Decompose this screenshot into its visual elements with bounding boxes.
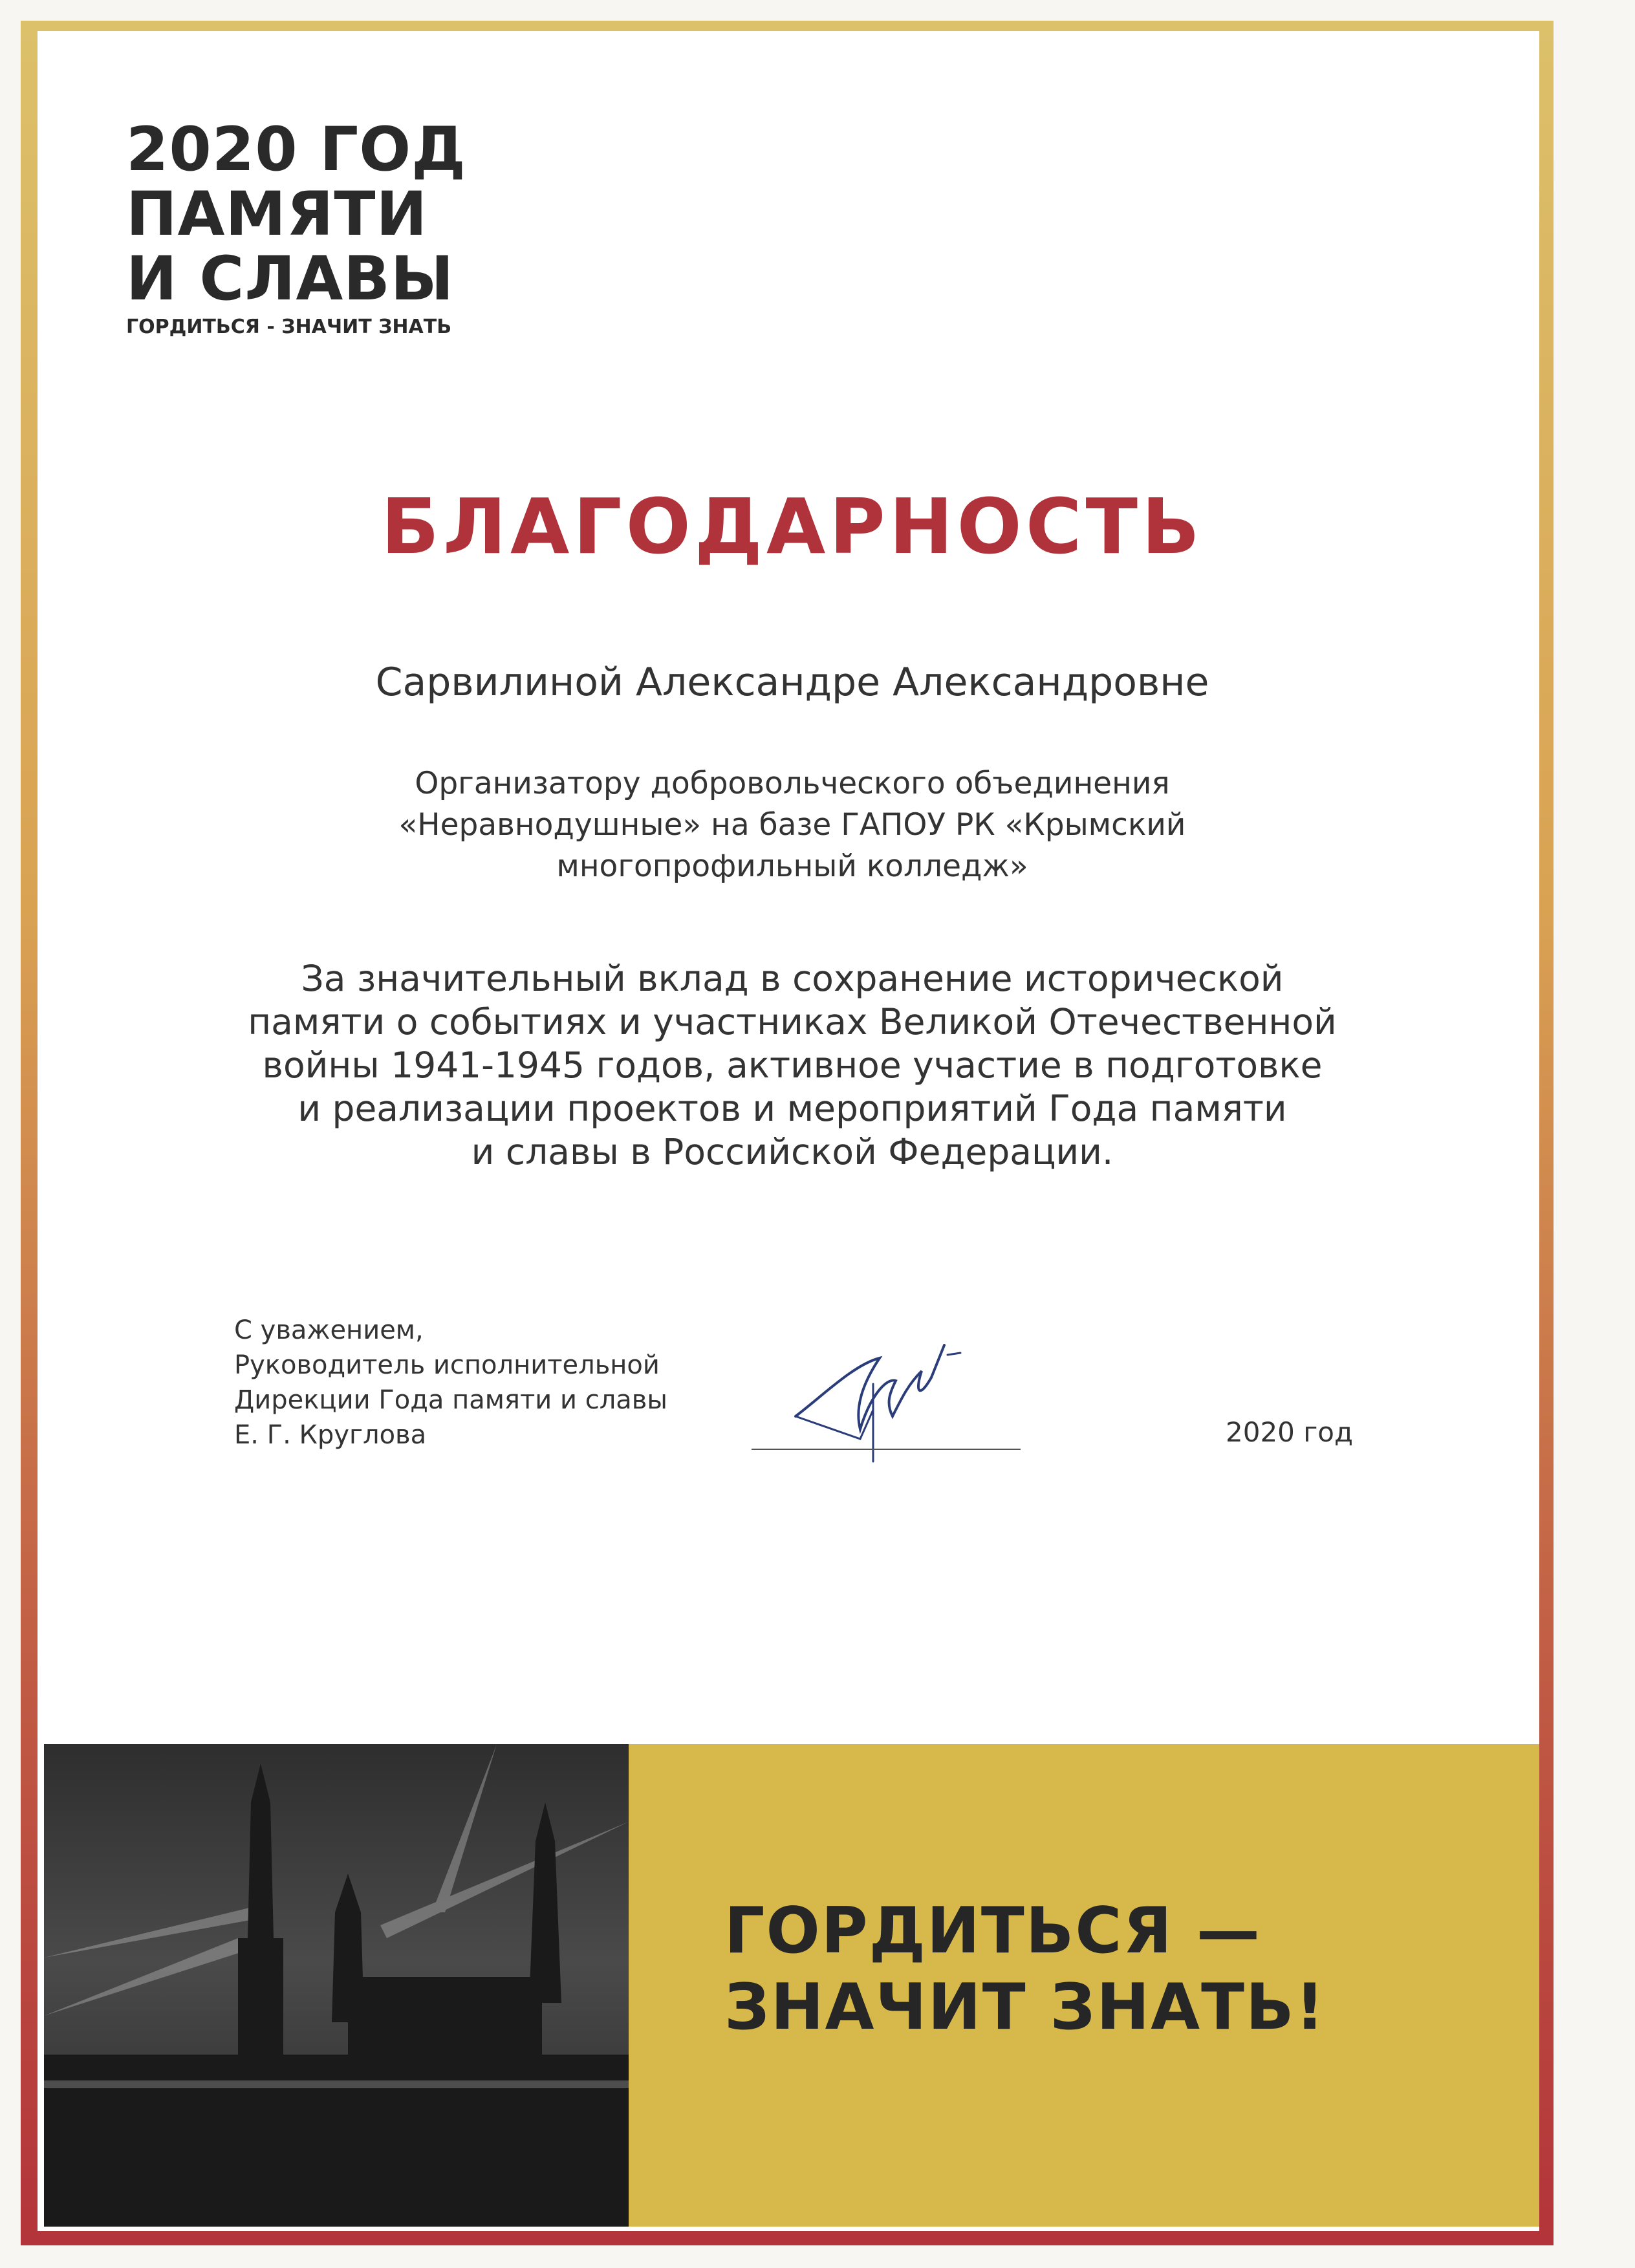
handwritten-signature xyxy=(783,1319,977,1468)
logo-tagline: ГОРДИТЬСЯ - ЗНАЧИТ ЗНАТЬ xyxy=(126,316,452,338)
logo-line-1: 2020 ГОД xyxy=(126,114,466,185)
signer-block xyxy=(234,1313,667,1453)
signer-line: Дирекции Года памяти и славы xyxy=(234,1385,667,1415)
signer-line: Руководитель исполнительной xyxy=(234,1350,660,1380)
victory-salute-photo xyxy=(44,1744,629,2227)
signer-line: С уважением, xyxy=(234,1315,424,1345)
certificate-year: 2020 год xyxy=(1226,1416,1354,1448)
reason-line: За значительный вклад в сохранение исторической xyxy=(301,958,1284,999)
reason-line: и славы в Российской Федерации. xyxy=(471,1131,1114,1172)
signature-line xyxy=(752,1449,1021,1450)
recipient-position xyxy=(0,763,1585,887)
position-line: «Неравнодушные» на базе ГАПОУ РК «Крымский xyxy=(398,807,1186,843)
certificate-title: БЛАГОДАРНОСТЬ xyxy=(381,482,1204,571)
year-of-memory-logo xyxy=(126,114,466,340)
logo-line-3: И СЛАВЫ xyxy=(126,244,455,314)
award-reason xyxy=(0,957,1585,1174)
position-line: многопрофильный колледж» xyxy=(556,848,1028,884)
slogan-line-1: ГОРДИТЬСЯ — xyxy=(724,1894,1261,1968)
reason-line: и реализации проектов и мероприятий Года памяти xyxy=(298,1088,1287,1129)
reason-line: войны 1941-1945 годов, активное участие в подготовке xyxy=(262,1044,1323,1086)
recipient-name: Сарвилиной Александре Александровне xyxy=(375,660,1209,705)
slogan-text xyxy=(724,1893,1325,2046)
signer-line: Е. Г. Круглова xyxy=(234,1420,427,1450)
position-line: Организатору добровольческого объединения xyxy=(415,766,1170,801)
logo-line-2: ПАМЯТИ xyxy=(126,179,428,250)
slogan-banner xyxy=(629,1744,1539,2227)
reason-line: памяти о событиях и участниках Великой Отечественной xyxy=(248,1001,1337,1042)
kremlin-night-illustration xyxy=(44,1744,629,2227)
slogan-line-2: ЗНАЧИТ ЗНАТЬ! xyxy=(724,1971,1326,2044)
